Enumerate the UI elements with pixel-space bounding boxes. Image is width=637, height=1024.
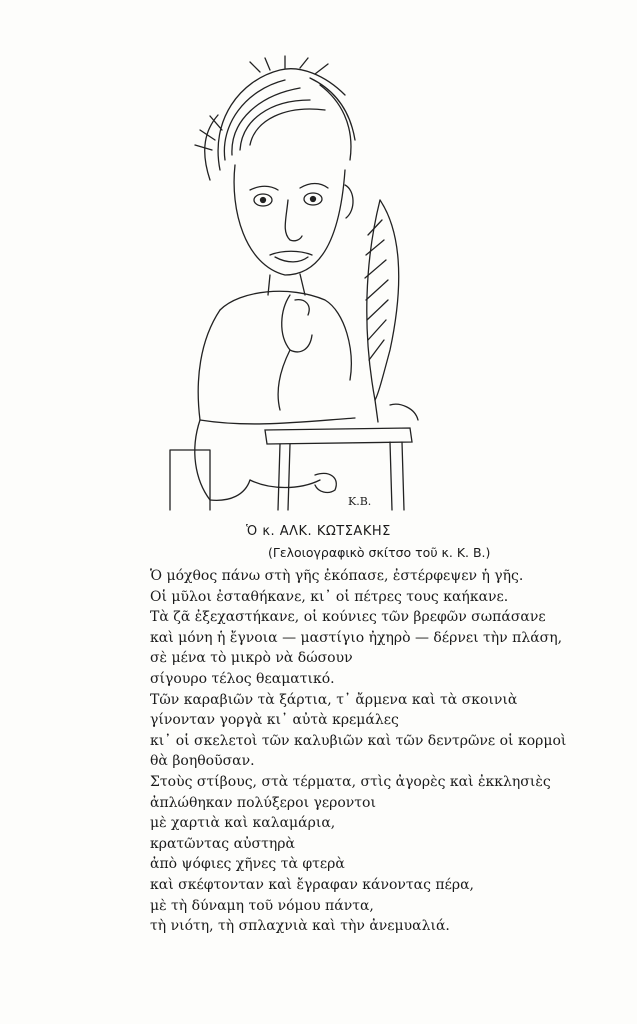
- poem-line: Τῶν καραβιῶν τὰ ξάρτια, τ᾽ ἄρμενα καὶ τὰ σκοινιὰ: [150, 691, 518, 708]
- poem-line: γίνονταν γοργὰ κι᾽ αὐτὰ κρεμάλες: [150, 712, 399, 729]
- poem-line: μὲ χαρτιὰ καὶ καλαμάρια,: [150, 815, 336, 832]
- poem-line: καὶ σκέφτονταν καὶ ἔγραφαν κάνοντας πέρα,: [150, 876, 475, 893]
- poem-line: Τὰ ζᾶ ἐξεχαστήκανε, οἱ κούνιες τῶν βρεφῶν σωπάσανε: [150, 609, 546, 626]
- caption-subtitle: (Γελοιογραφικὸ σκίτσο τοῦ κ. Κ. Β.): [268, 545, 491, 560]
- caricature-sketch: [150, 50, 450, 520]
- poem-text: [150, 566, 567, 937]
- sketch-signature: Κ.Β.: [348, 495, 372, 508]
- poem-line: κι᾽ οἱ σκελετοὶ τῶν καλυβιῶν καὶ τῶν δεντρῶνε οἱ κορμοὶ: [150, 732, 567, 749]
- caption-title: Ὁ κ. ΑΛΚ. ΚΩΤΣΑΚΗΣ: [246, 524, 391, 539]
- caricature-drawing: [150, 50, 450, 520]
- poem-line: μὲ τὴ δύναμη τοῦ νόμου πάντα,: [150, 897, 374, 914]
- poem-line: ἀπλώθηκαν πολύξεροι γεροντοι: [150, 794, 376, 811]
- poem-line: Ὁ μόχθος πάνω στὴ γῆς ἐκόπασε, ἐστέρφεψεν ἡ γῆς.: [150, 568, 524, 584]
- poem-line: καὶ μόνη ἡ ἔγνοια — μαστίγιο ἠχηρὸ — δέρνει τὴν πλάση,: [150, 629, 563, 646]
- poem-line: τὴ νιότη, τὴ σπλαχνιὰ καὶ τὴν ἀνεμυαλιά.: [150, 918, 450, 935]
- poem-line: Οἱ μῦλοι ἐσταθήκανε, κι᾽ οἱ πέτρες τους καήκανε.: [150, 588, 509, 605]
- poem-line: σίγουρο τέλος θεαματικό.: [150, 670, 335, 687]
- poem-line: ἀπὸ ψόφιες χῆνες τὰ φτερὰ: [150, 856, 345, 873]
- poem-line: κρατῶντας αὐστηρὰ: [150, 835, 295, 852]
- poem-line: σὲ μένα τὸ μικρὸ νὰ δώσουν: [150, 650, 353, 667]
- poem-line: θὰ βοηθοῦσαν.: [150, 753, 255, 770]
- poem-line: Στοὺς στίβους, στὰ τέρματα, στὶς ἀγορὲς καὶ ἐκκλησιὲς: [150, 773, 551, 790]
